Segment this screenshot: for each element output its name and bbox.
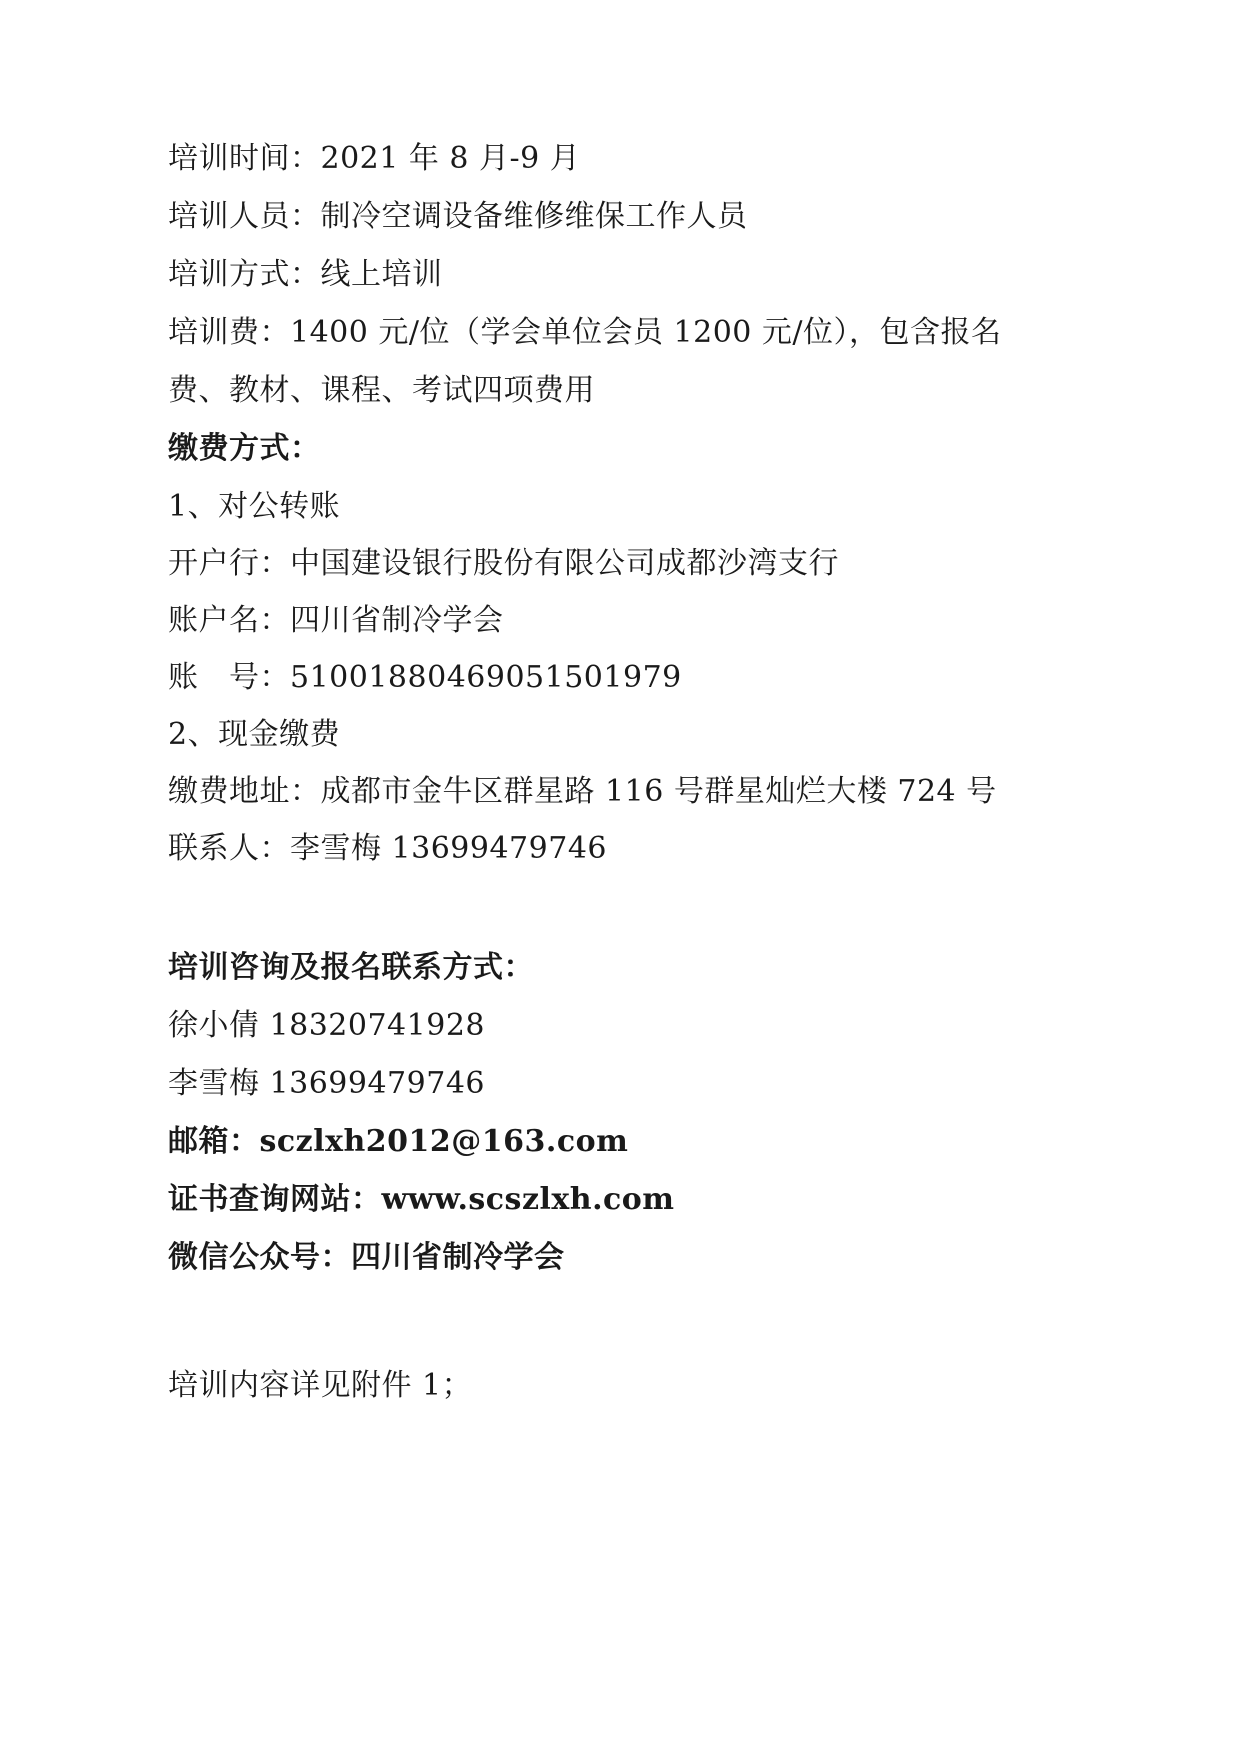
contact-email: 邮箱：sczlxh2012@163.com [168,1124,629,1159]
payment-method-2: 2、现金缴费 [168,717,341,752]
payment-method-1: 1、对公转账 [168,489,341,524]
training-info-block [168,130,1090,420]
document-body [168,130,1090,1415]
account-number: 账 号：51001880469051501979 [168,660,682,695]
contact-person-2: 李雪梅 13699479746 [168,1066,485,1101]
training-mode: 培训方式：线上培训 [168,257,443,292]
footer-note-block [168,1357,1090,1415]
payment-heading: 缴费方式： [168,431,321,466]
wechat-official-account: 微信公众号：四川省制冷学会 [168,1240,565,1275]
payment-details [168,478,1090,877]
attachment-note: 培训内容详见附件 1； [168,1368,473,1403]
block-spacer-2 [168,1287,1090,1357]
certificate-query-site: 证书查询网站：www.scszlxh.com [168,1182,675,1217]
contact-heading: 培训咨询及报名联系方式： [168,950,534,985]
payment-address: 缴费地址：成都市金牛区群星路 116 号群星灿烂大楼 724 号 [168,774,997,809]
payment-contact: 联系人：李雪梅 13699479746 [168,831,607,866]
bank-name: 开户行：中国建设银行股份有限公司成都沙湾支行 [168,546,839,581]
payment-block [168,420,1090,877]
contact-person-1: 徐小倩 18320741928 [168,1008,485,1043]
training-fee-line-2: 费、教材、课程、考试四项费用 [168,373,595,408]
block-spacer-1 [168,877,1090,939]
training-personnel: 培训人员：制冷空调设备维修维保工作人员 [168,199,748,234]
contact-block [168,939,1090,1287]
training-fee-line-1: 培训费：1400 元/位（学会单位会员 1200 元/位），包含报名 [168,315,1002,350]
training-time: 培训时间：2021 年 8 月-9 月 [168,141,581,176]
account-name: 账户名：四川省制冷学会 [168,603,504,638]
